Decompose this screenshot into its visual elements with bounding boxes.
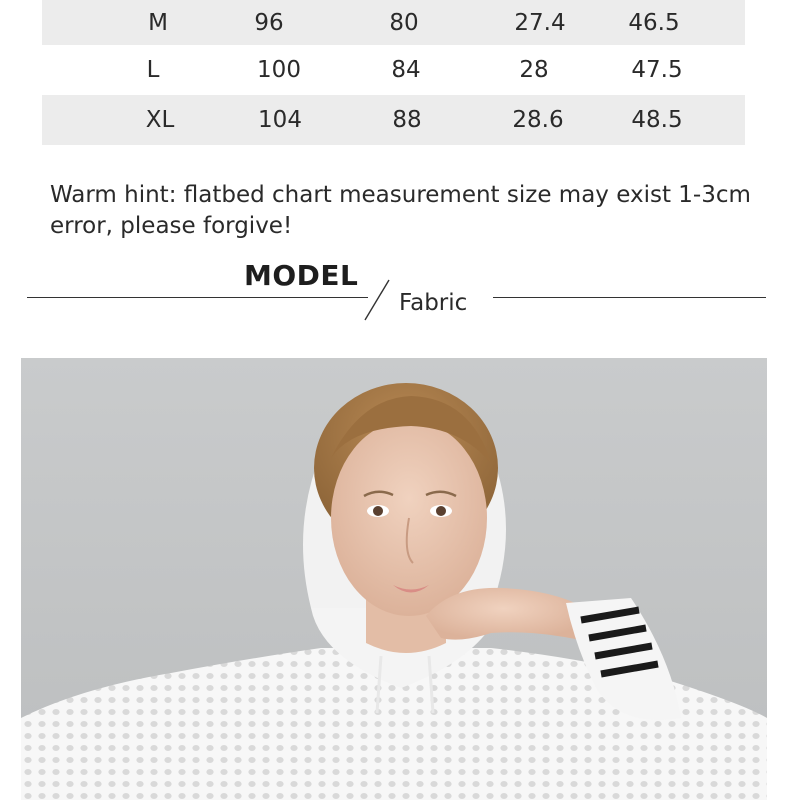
section-divider-right xyxy=(493,297,766,298)
table-cell: 46.5 xyxy=(628,9,680,36)
table-row xyxy=(42,45,745,95)
table-row xyxy=(42,0,745,45)
table-cell: 104 xyxy=(258,107,302,133)
table-cell: 96 xyxy=(254,9,284,36)
table-row xyxy=(42,95,745,145)
table-cell: 84 xyxy=(391,57,421,83)
section-divider-left xyxy=(27,297,368,298)
model-illustration xyxy=(21,358,767,800)
table-cell: XL xyxy=(145,107,175,133)
section-title: MODEL xyxy=(244,259,359,292)
table-cell: 88 xyxy=(392,107,422,133)
measurement-hint: Warm hint: flatbed chart measurement size may exist 1-3cm error, please forgive! xyxy=(50,182,751,239)
section-subtitle: Fabric xyxy=(399,290,468,316)
table-cell: M xyxy=(148,9,168,36)
table-cell: L xyxy=(146,57,160,83)
table-cell: 28.6 xyxy=(512,107,564,133)
table-cell: 80 xyxy=(389,9,419,36)
table-cell: 27.4 xyxy=(514,9,566,36)
size-table xyxy=(42,0,745,145)
model-photo xyxy=(21,358,767,800)
table-cell: 28 xyxy=(519,57,549,83)
table-cell: 100 xyxy=(257,57,301,83)
table-cell: 48.5 xyxy=(631,107,683,133)
slash-icon xyxy=(362,278,392,322)
table-cell: 47.5 xyxy=(631,57,683,83)
